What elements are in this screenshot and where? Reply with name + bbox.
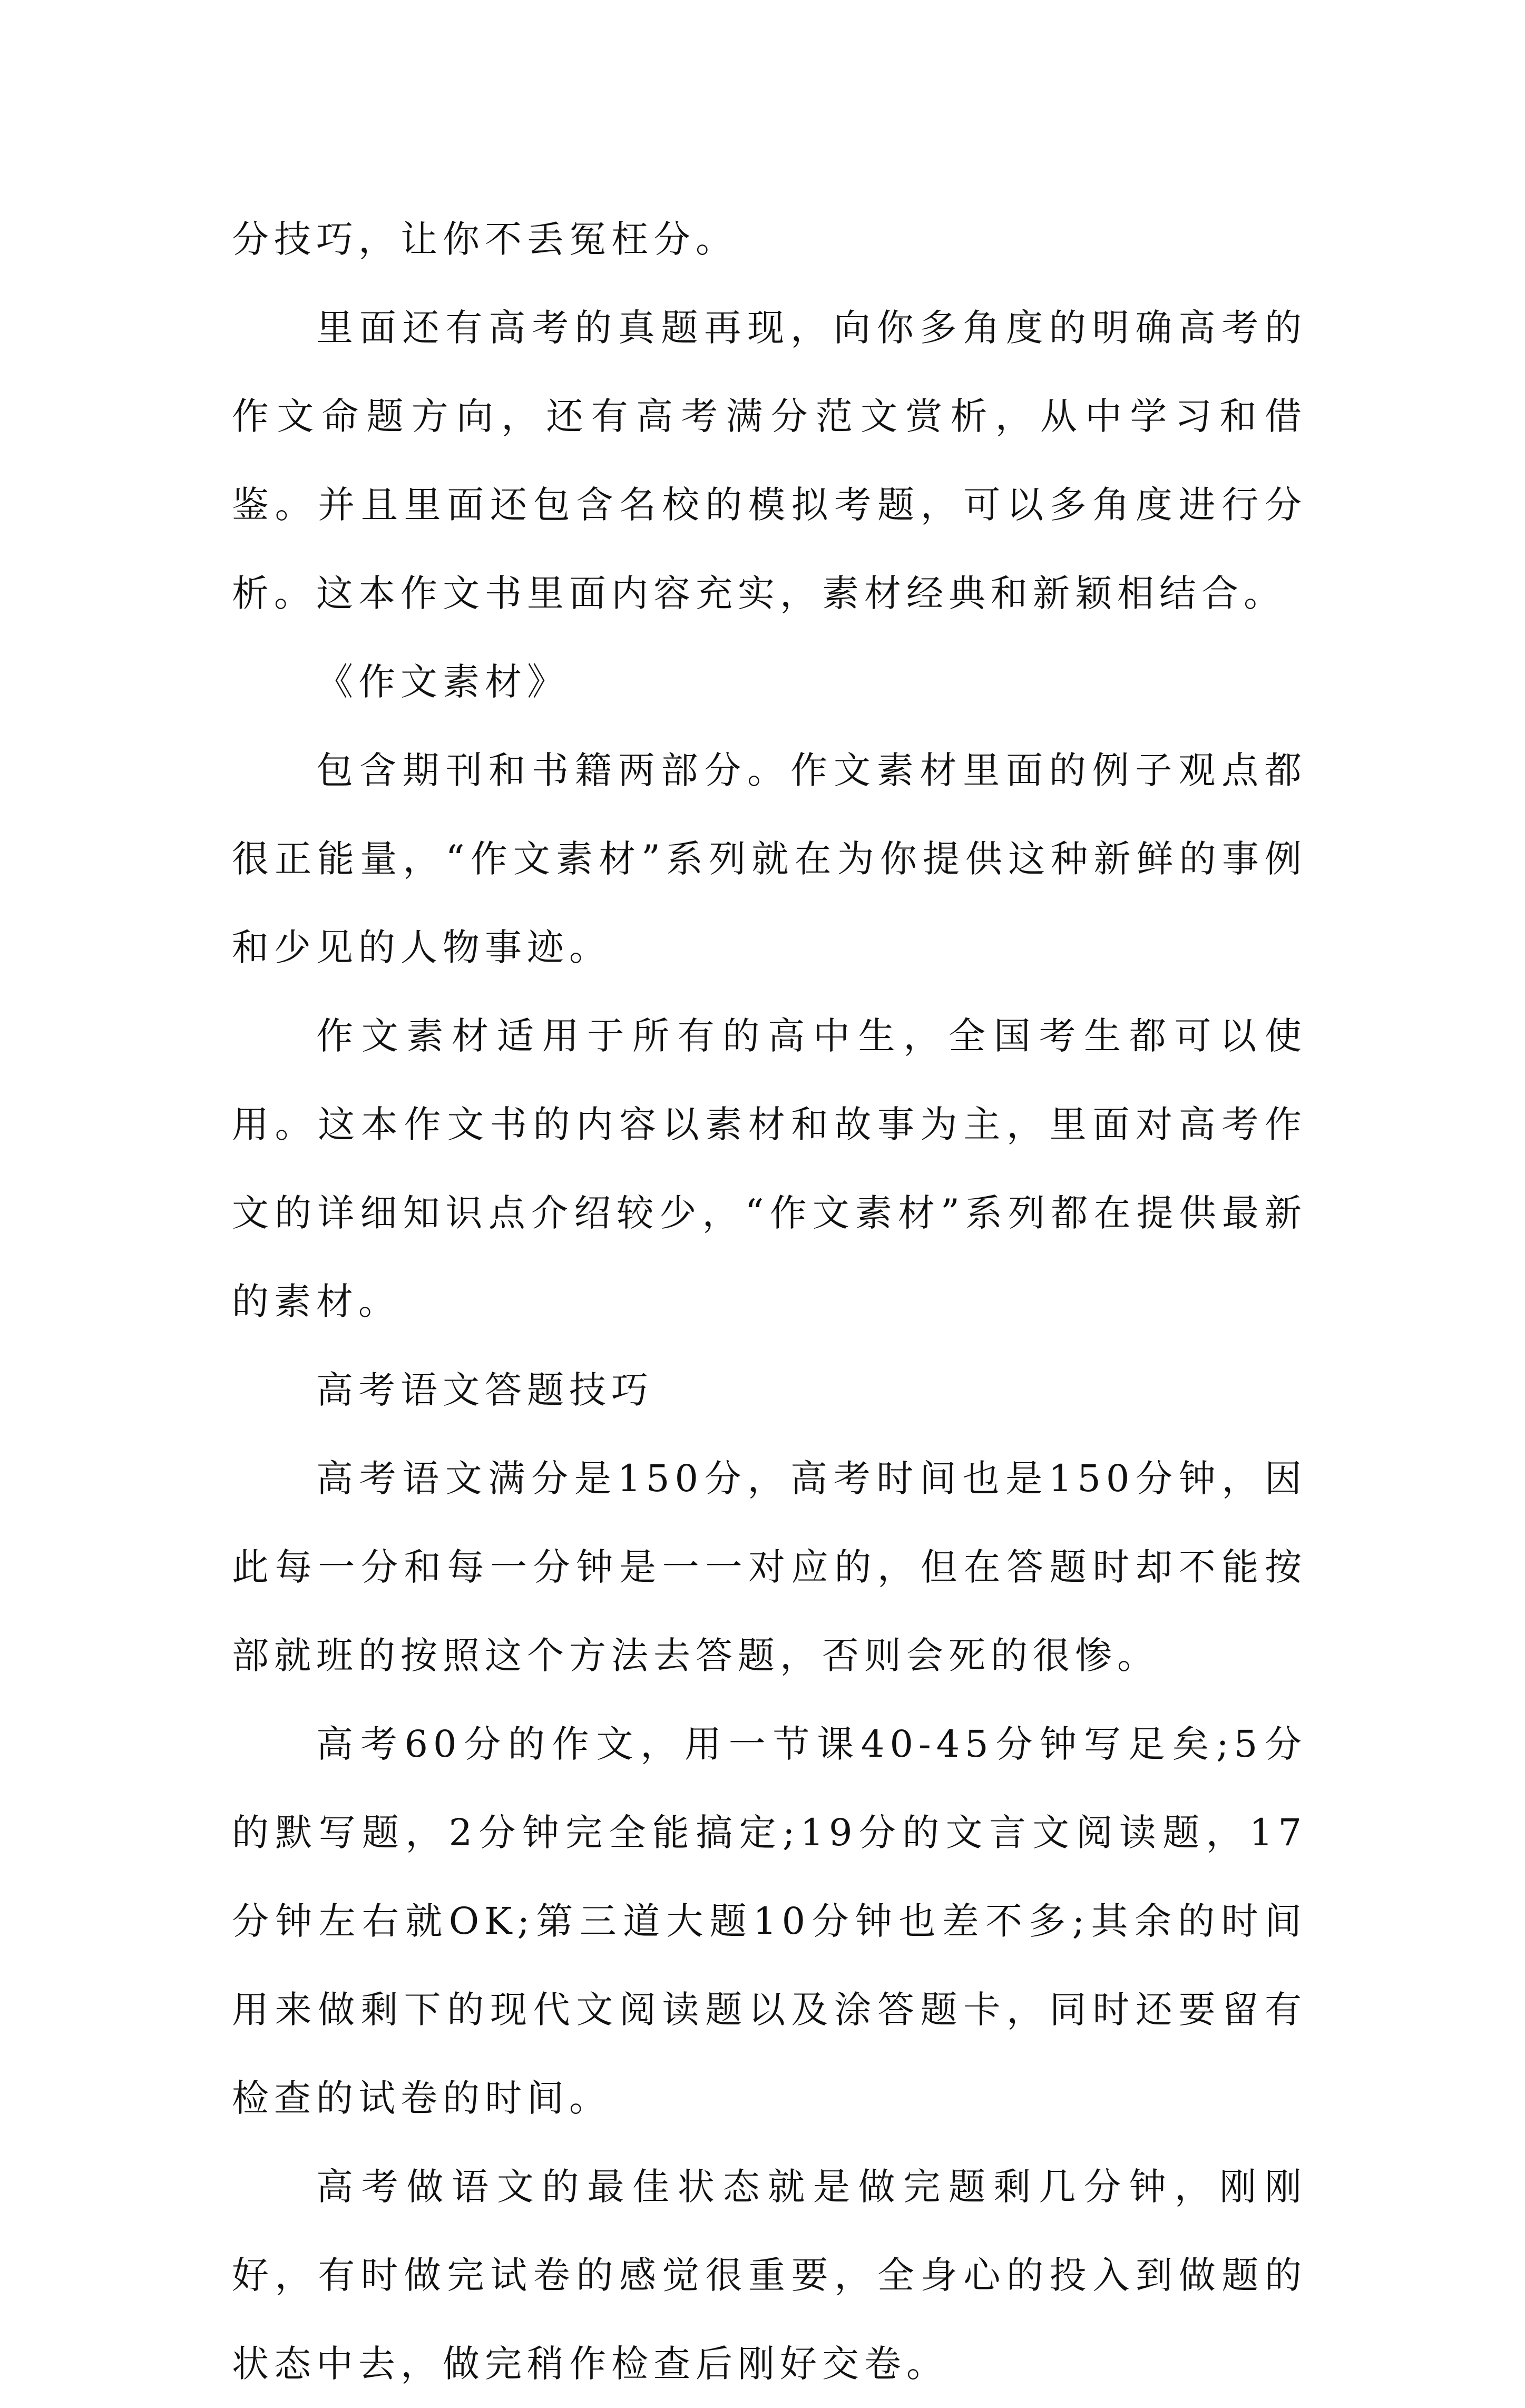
paragraph-9: 高考做语文的最佳状态就是做完题剩几分钟，刚刚好，有时做完试卷的感觉很重要，全身心的投入到做题的状态中去，做完稍作检查后刚好交卷。 bbox=[232, 2165, 1307, 2385]
paragraph-7: 高考语文满分是150分，高考时间也是150分钟，因此每一分和每一分钟是一一对应的，但在答题时却不能按部就班的按照这个方法去答题，否则会死的很惨。 bbox=[232, 1457, 1307, 1677]
document-body bbox=[232, 195, 1307, 2408]
section-title-zuowen-sucai: 《作文素材》 bbox=[316, 660, 569, 703]
section-title-answer-tips: 高考语文答题技巧 bbox=[316, 1368, 653, 1412]
paragraph-2: 里面还有高考的真题再现，向你多角度的明确高考的作文命题方向，还有高考满分范文赏析，从中学习和借鉴。并且里面还包含名校的模拟考题，可以多角度进行分析。这本作文书里面内容充实，素材经典和新颖相结合。 bbox=[232, 306, 1307, 615]
paragraph-5: 作文素材适用于所有的高中生，全国考生都可以使用。这本作文书的内容以素材和故事为主，里面对高考作文的详细知识点介绍较少，“作文素材”系列都在提供最新的素材。 bbox=[232, 1014, 1307, 1323]
paragraph-4: 包含期刊和书籍两部分。作文素材里面的例子观点都很正能量，“作文素材”系列就在为你提供这种新鲜的事例和少见的人物事迹。 bbox=[232, 749, 1307, 969]
paragraph-1: 分技巧，让你不丢冤枉分。 bbox=[232, 218, 738, 261]
paragraph-8: 高考60分的作文，用一节课40-45分钟写足矣;5分的默写题，2分钟完全能搞定;19分的文言文阅读题，17分钟左右就OK;第三道大题10分钟也差不多;其余的时间用来做剩下的现代文阅读题以及涂答题卡，同时还要留有检查的试卷的时间。 bbox=[232, 1722, 1307, 2120]
